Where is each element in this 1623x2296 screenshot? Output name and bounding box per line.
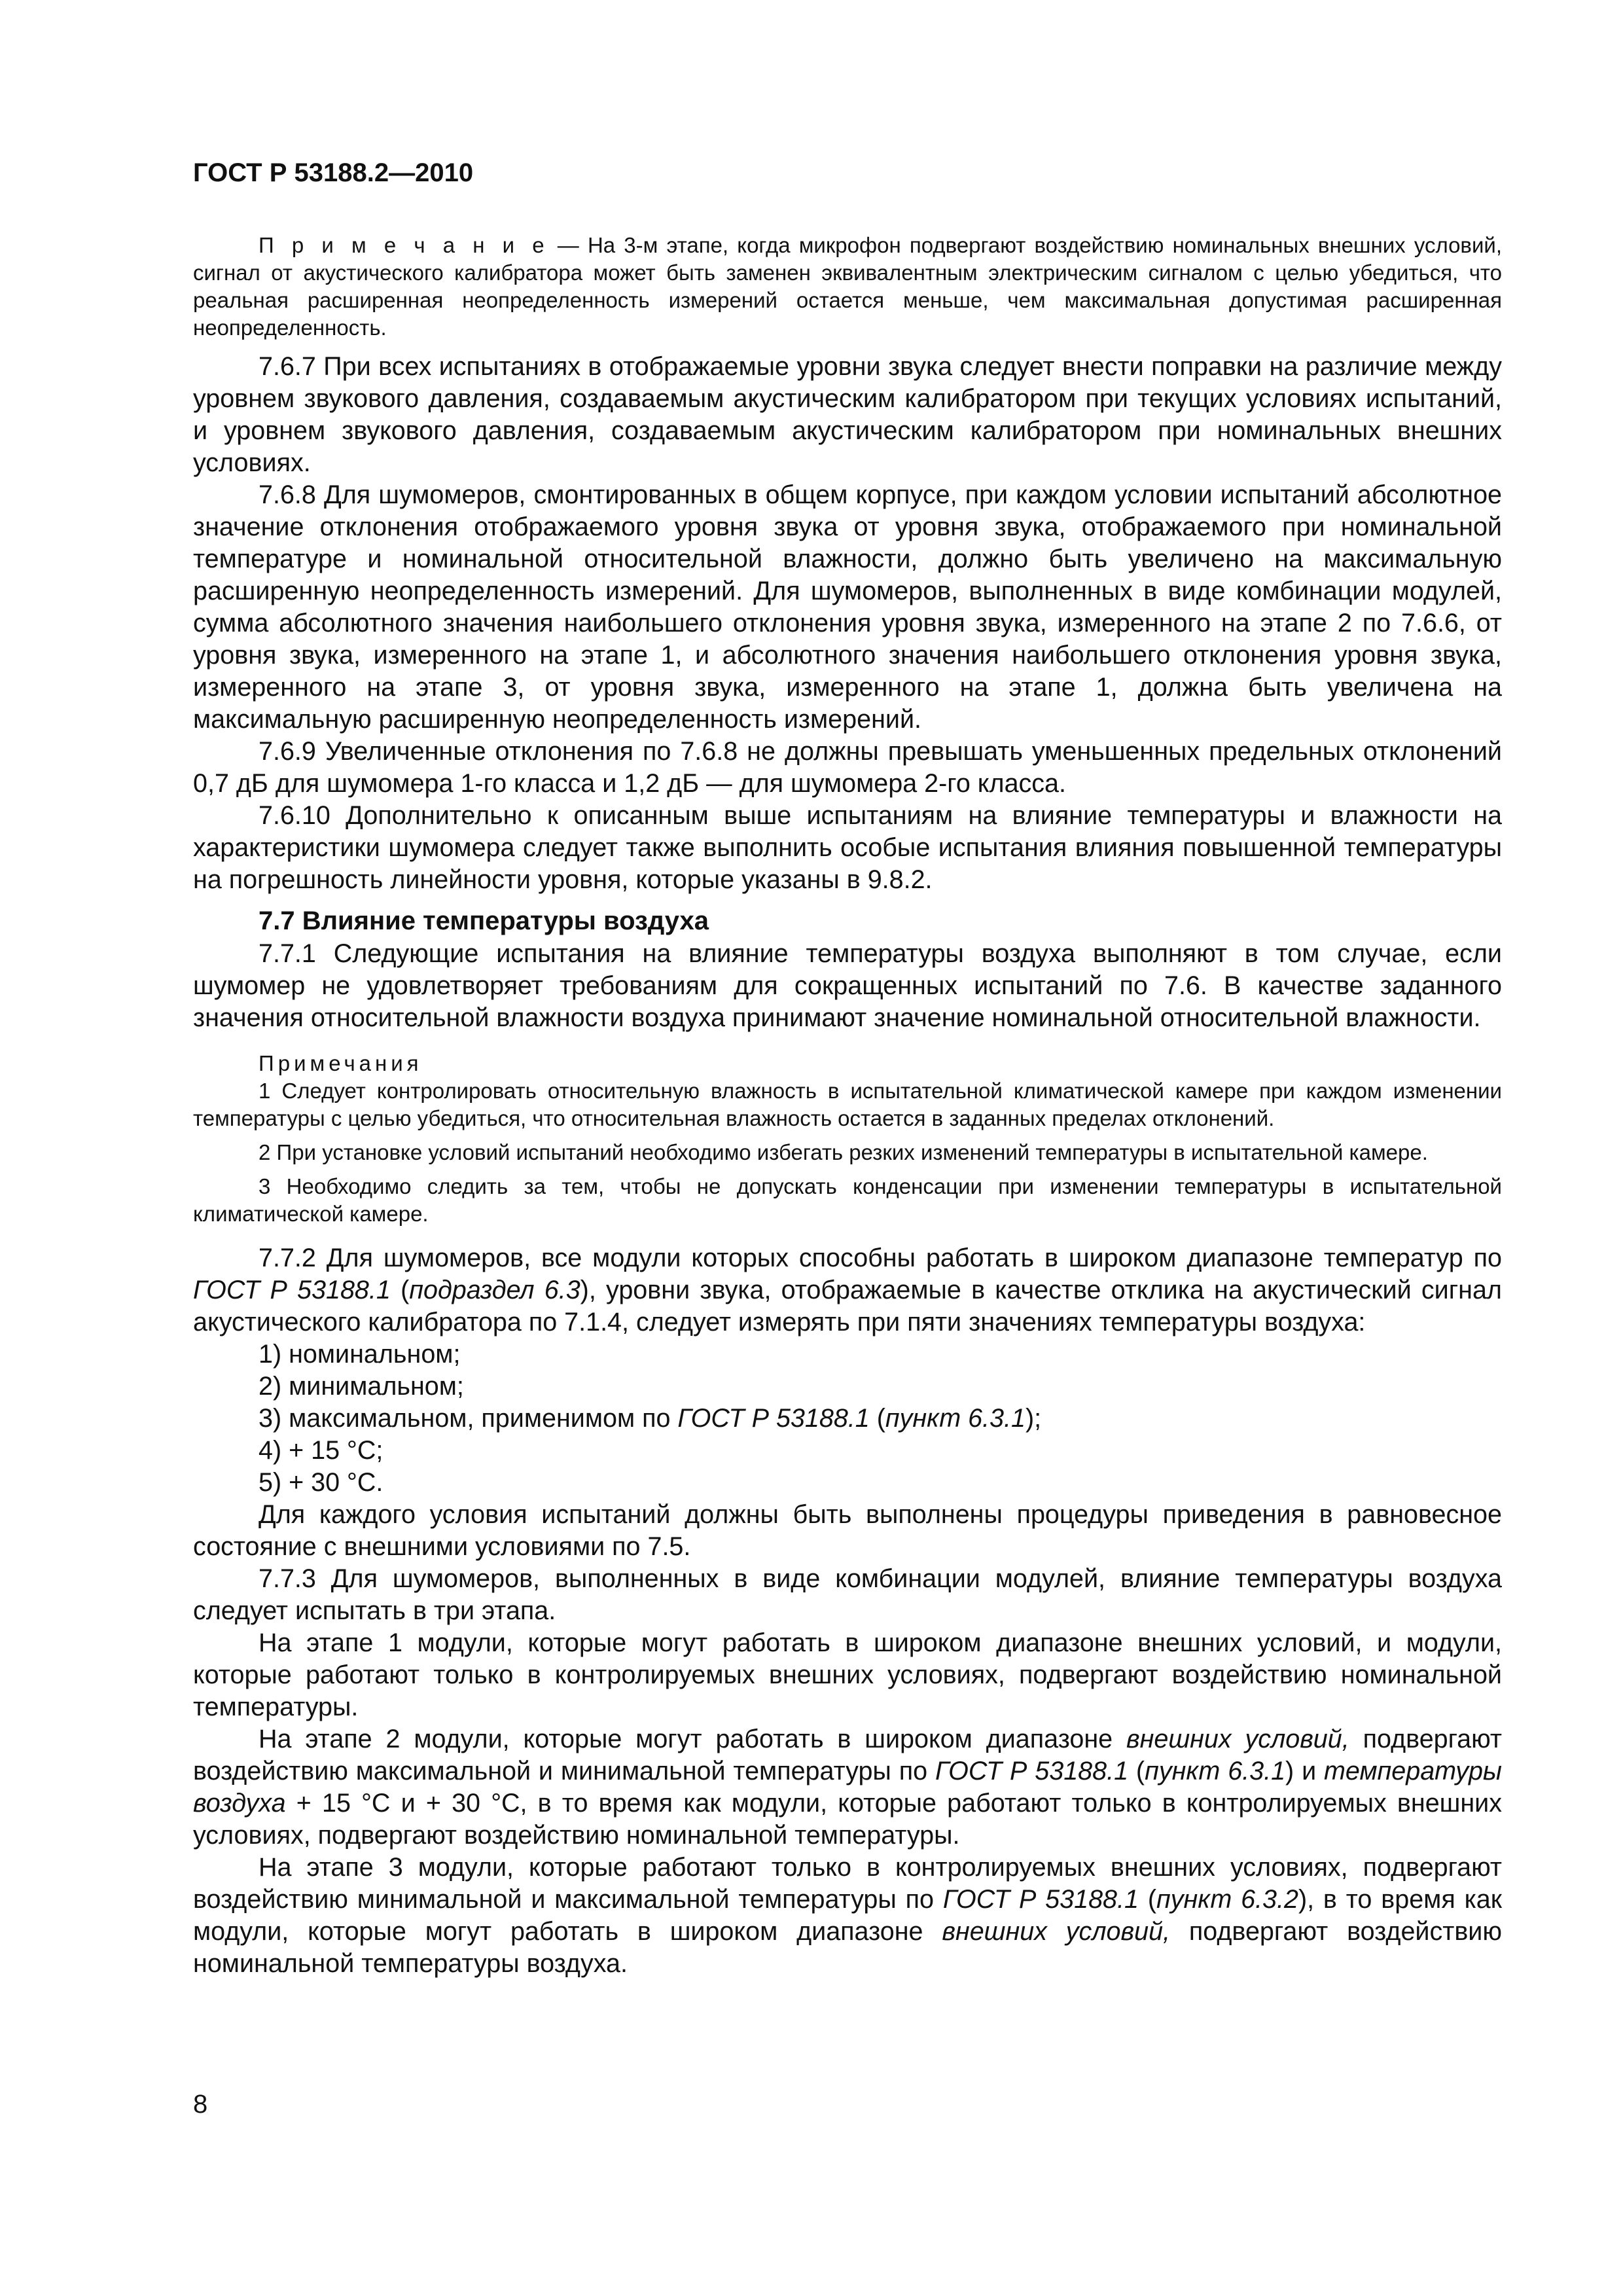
stage3-external-conditions: внешних условий, <box>942 1917 1171 1946</box>
stage2-part-e: ( <box>1128 1757 1145 1785</box>
stage2-part-g: ) и <box>1285 1757 1325 1785</box>
document-header: ГОСТ Р 53188.2—2010 <box>193 158 474 187</box>
list-item-3-paren: ( <box>869 1404 885 1433</box>
list-item-2: 2) минимальном; <box>259 1372 464 1401</box>
note-top-text: — На 3-м этапе, когда микрофон подвергают воздействию номинальных внешних условий, сигнал от акустического калибратора может быть заменен эквивалентным электрическим сигналом с целью убедиться, что реальная расширенная неопределенность измерений остается меньше, чем максимальная допустимая расширенная неопределенность. <box>193 233 1502 340</box>
list-item-3-text: 3) максимальном, применимом по <box>259 1404 678 1433</box>
list-item-3-clause-ref: пункт 6.3.1 <box>885 1404 1026 1433</box>
stage2-part-a: На этапе 2 модули, которые могут работать в широком диапазоне <box>259 1725 1126 1753</box>
stage3-part-g: подвергают воздействию номинальной температуры воздуха. <box>193 1917 1502 1978</box>
note-top <box>193 232 1502 342</box>
stage2-external-conditions: внешних условий, <box>1126 1725 1349 1753</box>
page-number: 8 <box>193 2090 208 2119</box>
note-2: 2 При установке условий испытаний необходимо избегать резких изменений температуры в испытательной камере. <box>259 1140 1428 1164</box>
paragraph-7-6-7: 7.6.7 При всех испытаниях в отображаемые уровни звука следует внести поправки на различие между уровнем звукового давления, создаваемым акустическим калибратором при текущих условиях испытаний, и уровнем звукового давления, создаваемым акустическим калибратором при номинальных внешних условиях. <box>193 352 1502 477</box>
paragraph-7-6-10: 7.6.10 Дополнительно к описанным выше испытаниям на влияние температуры и влажности на характеристики шумомера следует также выполнить особые испытания влияния повышенной температуры на погрешность линейности уровня, которые указаны в 9.8.2. <box>193 801 1502 894</box>
paragraph-7-7-2-continued: Для каждого условия испытаний должны быть выполнены процедуры приведения в равновесное состояние с внешними условиями по 7.5. <box>193 1500 1502 1561</box>
paragraph-7-7-2 <box>193 1242 1502 1338</box>
paragraph-stage-1: На этапе 1 модули, которые могут работать в широком диапазоне внешних условий, и модули, которые работают только в контролируемых внешних условиях, подвергают воздействию номинальной температуры. <box>193 1628 1502 1721</box>
list-item-5: 5) + 30 °С. <box>259 1468 383 1497</box>
section-heading-7-7: 7.7 Влияние температуры воздуха <box>259 906 709 935</box>
stage3-gost-ref: ГОСТ Р 53188.1 <box>942 1885 1139 1914</box>
stage3-part-a: На этапе 3 модули, которые работают только в контролируемых внешних условиях, подвергают воздействию минимальной и максимальной температуры по <box>193 1853 1502 1914</box>
list-item-3-gost-ref: ГОСТ Р 53188.1 <box>677 1404 870 1433</box>
p772-part-e: ), уровни звука, отображаемые в качестве отклика на акустический сигнал акустического калибратора по 7.1.4, следует измерять при пяти значениях температуры воздуха: <box>193 1276 1502 1336</box>
notes-label: Примечания <box>259 1051 423 1075</box>
paragraph-7-6-9: 7.6.9 Увеличенные отклонения по 7.6.8 не должны превышать уменьшенных предельных отклонений 0,7 дБ для шумомера 1-го класса и 1,2 дБ — для шумомера 2-го класса. <box>193 737 1502 798</box>
stage2-clause-ref: пункт 6.3.1 <box>1145 1757 1286 1785</box>
paragraph-7-6-8: 7.6.8 Для шумомеров, смонтированных в общем корпусе, при каждом условии испытаний абсолютное значение отклонения отображаемого уровня звука от уровня звука, отображаемого при номинальной температуре и номинальной относительной влажности, должно быть увеличено на максимальную расширенную неопределенность измерений. Для шумомеров, выполненных в виде комбинации модулей, сумма абсолютного значения наибольшего отклонения уровня звука, измеренного на этапе 2 по 7.6.6, от уровня звука, измеренного на этапе 1, и абсолютного значения наибольшего отклонения уровня звука, измеренного на этапе 3, от уровня звука, измеренного на этапе 1, должна быть увеличена на максимальную расширенную неопределенность измерений. <box>193 480 1502 734</box>
p772-part-a: 7.7.2 Для шумомеров, все модули которых способны работать в широком диапазоне температур по <box>259 1244 1502 1272</box>
note-top-label: П р и м е ч а н и е <box>259 233 549 257</box>
paragraph-stage-3 <box>193 1852 1502 1980</box>
paragraph-7-7-3: 7.7.3 Для шумомеров, выполненных в виде комбинации модулей, влияние температуры воздуха следует испытать в три этапа. <box>193 1564 1502 1625</box>
stage2-gost-ref: ГОСТ Р 53188.1 <box>935 1757 1129 1785</box>
stage3-part-c: ( <box>1138 1885 1156 1914</box>
stage2-part-i: + 15 °С и + 30 °С, в то время как модули, которые работают только в контролируемых внешних условиях, подвергают воздействию номинальной температуры. <box>193 1789 1502 1850</box>
stage3-clause-ref: пункт 6.3.2 <box>1156 1885 1298 1914</box>
p772-gost-ref: ГОСТ Р 53188.1 <box>193 1276 391 1304</box>
paragraph-7-7-1: 7.7.1 Следующие испытания на влияние температуры воздуха выполняют в том случае, если шумомер не удовлетворяет требованиям для сокращенных испытаний по 7.6. В качестве заданного значения относительной влажности воздуха принимают значение номинальной относительной влажности. <box>193 939 1502 1032</box>
paragraph-stage-2 <box>193 1723 1502 1852</box>
list-item-4: 4) + 15 °С; <box>259 1436 383 1465</box>
note-1: 1 Следует контролировать относительную влажность в испытательной климатической камере при каждом изменении температуры с целью убедиться, что относительная влажность остается в заданных пределах отклонений. <box>193 1079 1502 1130</box>
note-3: 3 Необходимо следить за тем, чтобы не допускать конденсации при изменении температуры в испытательной климатической камере. <box>193 1174 1502 1226</box>
stage2-air-temperature: температуры воздуха <box>193 1757 1502 1818</box>
stage3-part-e: ), в то время как модули, которые могут работать в широком диапазоне <box>193 1885 1502 1946</box>
list-item-1: 1) номинальном; <box>259 1340 461 1369</box>
document-page <box>193 156 1502 1980</box>
list-item-3 <box>193 1403 1502 1435</box>
p772-part-c: ( <box>390 1276 410 1304</box>
p772-subsection-ref: подраздел 6.3 <box>409 1276 580 1304</box>
stage2-part-c: подвергают воздействию максимальной и минимальной температуры по <box>193 1725 1502 1785</box>
list-item-3-end: ); <box>1025 1404 1042 1433</box>
